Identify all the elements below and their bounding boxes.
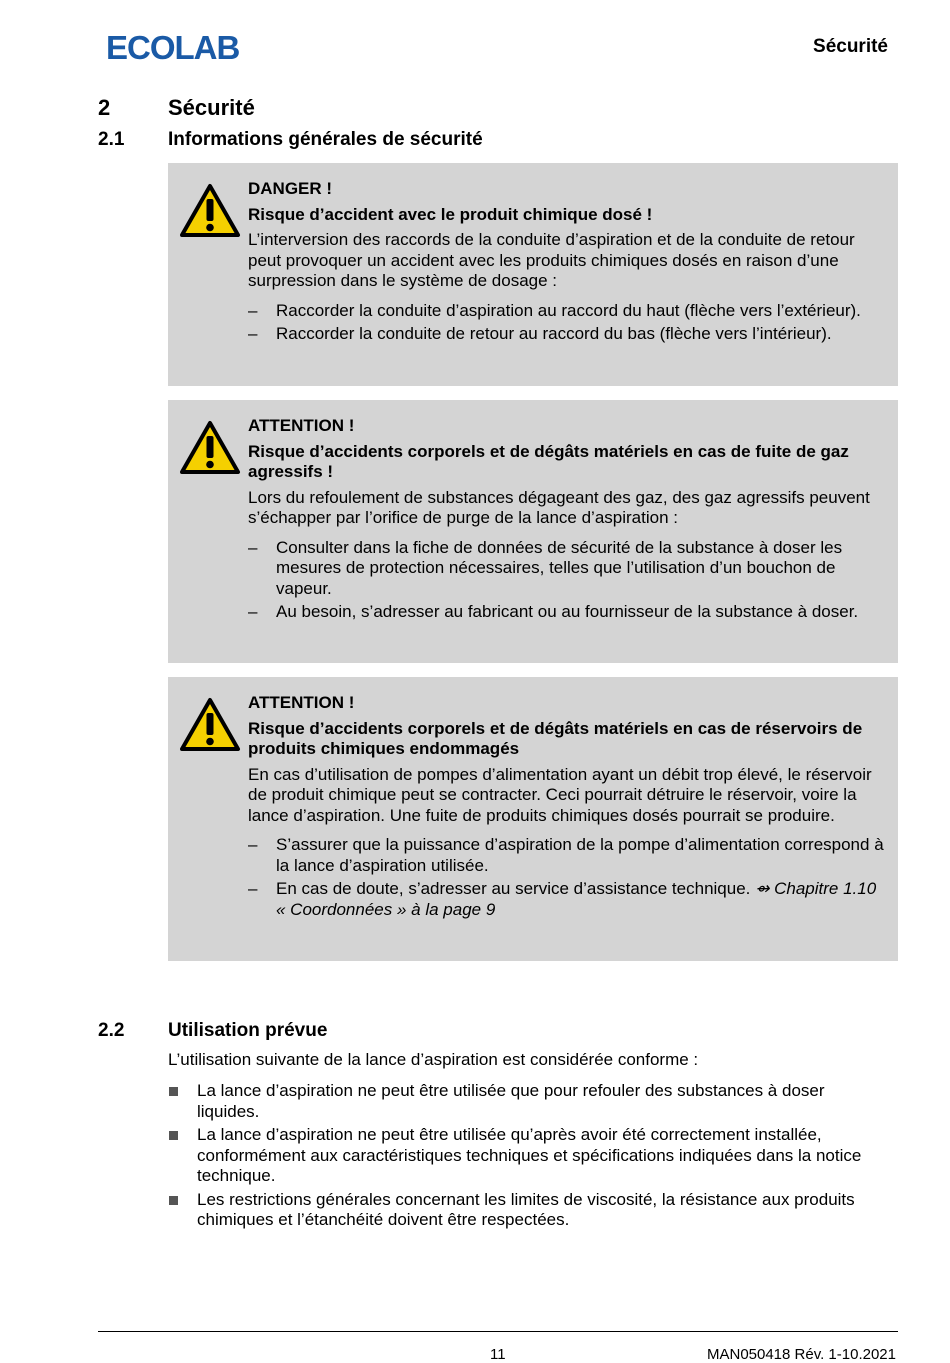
list-item-text: Raccorder la conduite d’aspiration au raccord du haut (flèche vers l’extérieur). <box>276 300 861 320</box>
list-item-text: Les restrictions générales concernant les limites de viscosité, la résistance aux produits chimiques et l’étanchéité doivent être respectées. <box>197 1189 855 1229</box>
list-item <box>168 1125 880 1187</box>
list-item: – Raccorder la conduite d’aspiration au raccord du haut (flèche vers l’extérieur). <box>248 300 861 320</box>
list-item-text: S’assurer que la puissance d’aspiration de la pompe d’alimentation correspond à la lance d’aspiration utilisée. <box>276 835 884 875</box>
subsection-title: Utilisation prévue <box>168 1020 328 1041</box>
risk-description: L’interversion des raccords de la conduite d’aspiration et de la conduite de retour peut provoquer un accident avec les produits chimiques dosés en raison d’une surpression dans le système de dosage : <box>248 230 855 290</box>
footer-divider <box>98 1331 898 1332</box>
measure-list <box>248 538 886 623</box>
intended-use-intro: L’utilisation suivante de la lance d’aspiration est considérée conforme : <box>168 1050 699 1069</box>
list-item-text: Raccorder la conduite de retour au raccord du bas (flèche vers l’intérieur). <box>276 324 832 343</box>
signal-word: ATTENTION ! <box>248 693 355 712</box>
document-reference: MAN050418 Rév. 1-10.2021 <box>706 1346 896 1363</box>
subsection-number: 2.1 <box>98 129 125 150</box>
ecolab-logo <box>106 30 256 64</box>
risk-title: Risque d’accidents corporels et de dégâts matériels en cas de réservoirs de produits chimiques endommagés <box>248 718 863 758</box>
square-bullet-icon <box>169 1196 178 1205</box>
attention-box-reservoir <box>168 677 898 961</box>
square-bullet-icon <box>169 1131 178 1140</box>
attention-box-gas <box>168 400 898 663</box>
danger-box <box>168 163 898 386</box>
page-number: 11 <box>490 1346 506 1363</box>
section-number: 2 <box>98 95 111 120</box>
risk-title: Risque d’accidents corporels et de dégâts matériels en cas de fuite de gaz agressifs ! <box>248 441 849 481</box>
list-item: – Consulter dans la fiche de données de sécurité de la substance à doser les mesures de protection nécessaires, telles que l’utilisation d’un bouchon de vapeur. <box>248 537 843 598</box>
list-item-text: La lance d’aspiration ne peut être utilisée qu’après avoir été correctement installée, conformément aux caractéristiques techniques et spécifications indiquées dans la notice technique. <box>197 1125 862 1185</box>
subsection-title: Informations générales de sécurité <box>168 129 483 150</box>
square-bullet-icon <box>169 1087 178 1096</box>
list-item: – Au besoin, s’adresser au fabricant ou au fournisseur de la substance à doser. <box>248 602 859 621</box>
subsection-number: 2.2 <box>98 1020 125 1041</box>
header-section-title: Sécurité <box>813 36 888 57</box>
risk-description: En cas d’utilisation de pompes d’alimentation ayant un débit trop élevé, le réservoir de produit chimique peut se contracter. Ceci pourrait détruire le réservoir, voire la lance d’aspiration. Une fuite de produits chimiques dosés pourrait se produire. <box>248 764 872 825</box>
list-item-text: Au besoin, s’adresser au fabricant ou au fournisseur de la substance à doser. <box>276 602 859 621</box>
list-item: – En cas de doute, s’adresser au service d’assistance technique. ⇴ Chapitre 1.10 « Coordonnées » à la page 9 <box>248 879 877 919</box>
cross-reference-text: Chapitre 1.10 « Coordonnées » à la page 9 <box>276 879 877 919</box>
list-item-text: En cas de doute, s’adresser au service d’assistance technique. <box>276 879 751 898</box>
svg-text:ECOLAB: ECOLAB <box>106 30 240 64</box>
risk-description: Lors du refoulement de substances dégageant des gaz, des gaz agressifs peuvent s’échapper par l’orifice de purge de la lance d’aspiration : <box>248 487 870 527</box>
warning-triangle-icon <box>179 420 241 475</box>
section-title: Sécurité <box>168 95 255 120</box>
list-item-text: La lance d’aspiration ne peut être utilisée que pour refouler des substances à doser liquides. <box>197 1081 825 1121</box>
section-heading <box>98 95 255 121</box>
cross-reference-arrow-icon: ⇴ <box>755 879 770 898</box>
list-item: – S’assurer que la puissance d’aspiration de la pompe d’alimentation correspond à la lance d’aspiration utilisée. <box>248 835 884 875</box>
signal-word: ATTENTION ! <box>248 416 355 435</box>
measure-list <box>248 301 886 345</box>
subsection-heading-2-2 <box>98 1020 327 1042</box>
measure-list <box>248 835 886 920</box>
list-item: – Raccorder la conduite de retour au raccord du bas (flèche vers l’intérieur). <box>248 324 832 343</box>
list-item <box>168 1190 880 1231</box>
subsection-heading-2-1 <box>98 129 483 151</box>
warning-triangle-icon <box>179 697 241 752</box>
intended-use-list <box>168 1081 880 1234</box>
signal-word: DANGER ! <box>248 179 333 198</box>
risk-title: Risque d’accident avec le produit chimique dosé ! <box>248 204 653 224</box>
list-item <box>168 1081 880 1122</box>
list-item-text: Consulter dans la fiche de données de sécurité de la substance à doser les mesures de protection nécessaires, telles que l’utilisation d’un bouchon de vapeur. <box>276 537 843 598</box>
warning-triangle-icon <box>179 183 241 238</box>
